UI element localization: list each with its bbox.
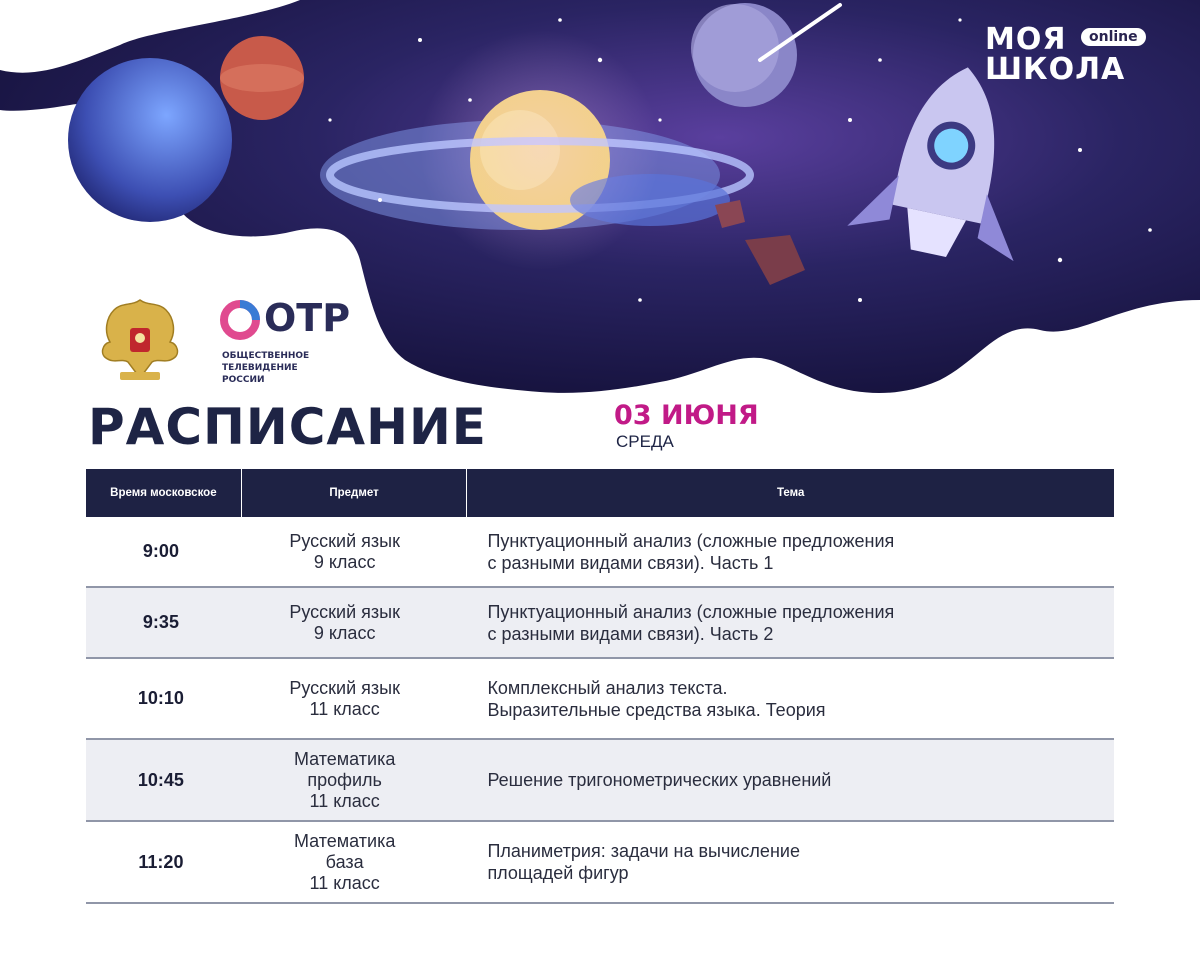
time-cell: 10:45 bbox=[137, 769, 184, 790]
otr-subtitle bbox=[222, 350, 362, 386]
topic-line: Пунктуационный анализ (сложные предложения bbox=[487, 601, 895, 622]
table-row bbox=[86, 517, 1114, 588]
topic-cell bbox=[453, 588, 1114, 657]
subject-cell bbox=[236, 822, 454, 902]
schedule-date: 03 ИЮНЯ bbox=[614, 400, 759, 431]
column-header-time: Время московское bbox=[110, 486, 217, 499]
topic-line: Решение тригонометрических уравнений bbox=[487, 770, 832, 790]
subject-line: Математика bbox=[293, 830, 396, 851]
otr-subtitle-line: РОССИИ bbox=[222, 375, 265, 385]
topic-line: площадей фигур bbox=[487, 863, 629, 883]
topic-cell bbox=[453, 517, 1114, 586]
table-row bbox=[86, 659, 1114, 740]
page-title: РАСПИСАНИЕ bbox=[88, 398, 487, 456]
topic-cell bbox=[453, 659, 1114, 738]
table-row bbox=[86, 822, 1114, 904]
topic-line: Планиметрия: задачи на вычисление bbox=[487, 841, 800, 861]
subject-cell bbox=[236, 588, 454, 657]
subject-line: Русский язык bbox=[289, 677, 400, 698]
time-cell: 9:35 bbox=[142, 612, 179, 632]
subject-line: профиль bbox=[307, 769, 382, 790]
brand-online-badge: online bbox=[1081, 28, 1146, 46]
topic-line: Комплексный анализ текста. bbox=[487, 677, 728, 698]
schedule-weekday: СРЕДА bbox=[616, 432, 674, 451]
subject-line: 11 класс bbox=[309, 698, 380, 719]
topic-cell bbox=[453, 740, 1114, 820]
topic-line: с разными видами связи). Часть 2 bbox=[487, 623, 774, 644]
otr-subtitle-line: ОБЩЕСТВЕННОЕ bbox=[222, 351, 310, 361]
subject-line: 11 класс bbox=[309, 790, 380, 811]
coat-of-arms-icon bbox=[92, 292, 188, 388]
time-cell: 9:00 bbox=[142, 541, 179, 561]
subject-line: Математика bbox=[293, 748, 396, 769]
topic-line: Выразительные средства языка. Теория bbox=[487, 699, 826, 720]
otr-logo bbox=[218, 298, 358, 394]
subject-line: 9 класс bbox=[313, 622, 376, 643]
topic-line: Пунктуационный анализ (сложные предложения bbox=[487, 530, 895, 551]
column-header-topic: Тема bbox=[466, 469, 1114, 517]
subject-cell bbox=[236, 740, 454, 820]
time-cell: 11:20 bbox=[138, 851, 184, 872]
otr-subtitle-line: ТЕЛЕВИДЕНИЕ bbox=[222, 363, 298, 373]
column-header-subject: Предмет bbox=[241, 469, 467, 517]
table-row bbox=[86, 740, 1114, 822]
schedule-table bbox=[86, 469, 1114, 904]
subject-line: база bbox=[325, 851, 364, 872]
otr-logo-text: ОТР bbox=[264, 296, 351, 340]
subject-line: 11 класс bbox=[309, 872, 380, 893]
table-row bbox=[86, 588, 1114, 659]
topic-line: с разными видами связи). Часть 1 bbox=[487, 552, 774, 573]
subject-cell bbox=[236, 659, 454, 738]
table-header bbox=[86, 469, 1114, 517]
otr-ring-icon bbox=[218, 298, 266, 346]
subject-line: Русский язык bbox=[289, 601, 400, 622]
subject-line: 9 класс bbox=[313, 551, 376, 572]
topic-cell bbox=[453, 822, 1114, 902]
subject-line: Русский язык bbox=[289, 530, 400, 551]
brand-line-2: ШКОЛА bbox=[985, 52, 1126, 87]
time-cell: 10:10 bbox=[137, 688, 184, 708]
brand-line-1: МОЯ bbox=[985, 22, 1067, 57]
subject-cell bbox=[236, 517, 454, 586]
moya-shkola-logo bbox=[985, 22, 1165, 87]
